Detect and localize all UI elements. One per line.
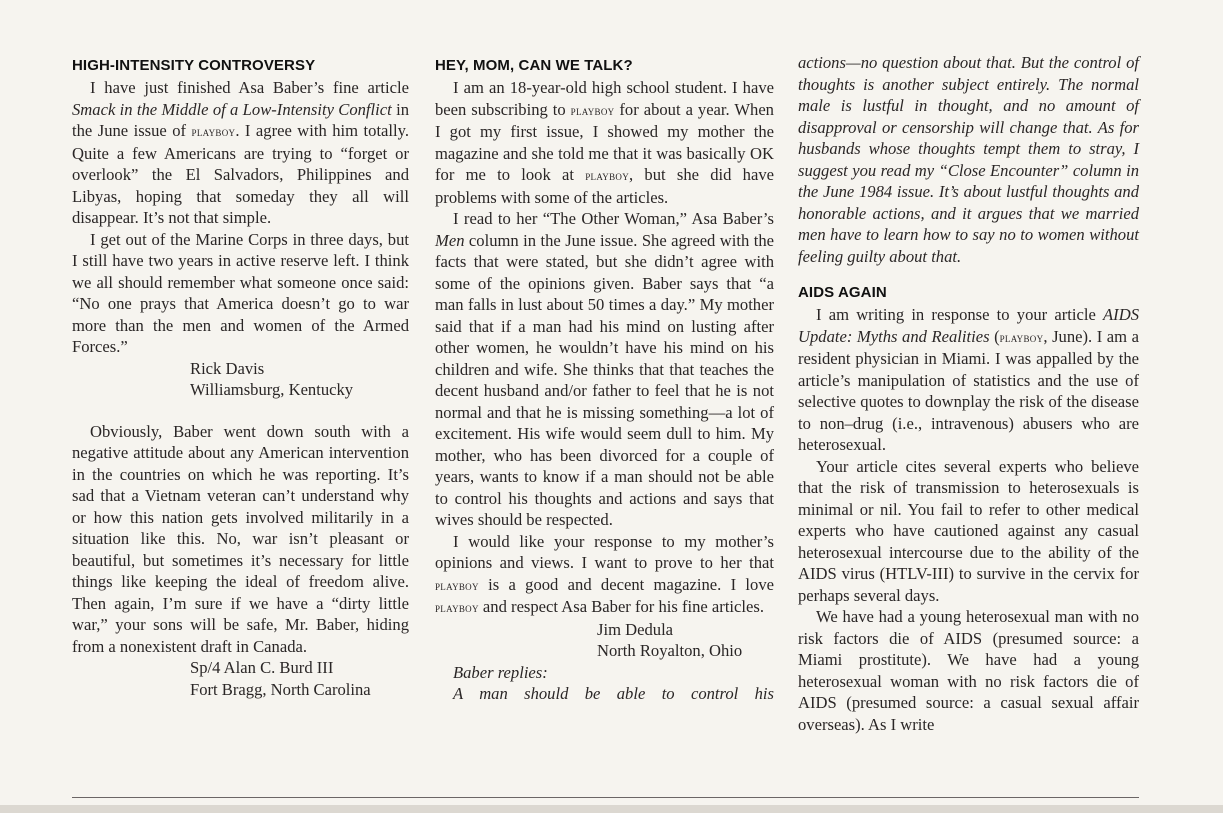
letter-paragraph — [435, 77, 774, 208]
magazine-name: playboy — [999, 329, 1044, 345]
letter-paragraph: We have had a young heterosexual man with no risk factors die of AIDS (presumed source: a Miami prostitute). We have had a young heterosexual woman with no risk factors die of AIDS (presumed source: a casual sexual affair overseas). As I write — [798, 607, 1139, 734]
signature-name: Rick Davis — [190, 358, 265, 378]
letter-paragraph — [798, 304, 1139, 456]
page-edge — [0, 805, 1223, 813]
column-name: Men — [435, 230, 465, 250]
text-run: I read to her “The Other Woman,” Asa Baber’s — [453, 209, 774, 228]
signature-name: Sp/4 Alan C. Burd III — [190, 658, 334, 677]
letter-paragraph: Obviously, Baber went down south with a negative attitude about any American intervention in the countries on which he was reporting. It’s sad that a Vietnam veteran can’t understand why or how this nation gets involved militarily in a situation like this. No, war isn’t pleasant or beautiful, but sometimes it’s necessary for little things like keeping the ideal of freedom alive. Then again, I’m sure if we have a “dirty little war,” your sons will be safe, Mr. Baber, hiding from a nonexistent draft in Canada. — [72, 421, 409, 656]
text-run: ( — [989, 326, 1000, 346]
magazine-name: playboy — [570, 102, 615, 118]
letter-paragraph: I get out of the Marine Corps in three days, but I still have two years in active reserve left. I think we all should remember what someone once said: “No one prays that America doesn’t go to war more than the men and women of the Armed Forces.” — [72, 229, 409, 356]
section-heading-hey-mom: HEY, MOM, CAN WE TALK? — [435, 57, 633, 74]
signature-name: Jim Dedula — [597, 619, 674, 639]
letter-paragraph: Your article cites several experts who believe that the risk of transmission to heterosexuals is minimal or nil. You fail to refer to other medical experts who have cautioned against any casual heterosexual intercourse due to the ability of the AIDS virus (HTLV-III) to survive in the cervix for perhaps several days. — [798, 456, 1139, 605]
text-run: is a good and decent magazine. I love — [478, 574, 774, 594]
letter-paragraph — [435, 531, 774, 619]
letter-paragraph — [435, 208, 774, 531]
signature-place: Fort Bragg, North Carolina — [190, 679, 371, 699]
column-2 — [435, 52, 774, 705]
text-run: . I agree with him totally. Quite a few Americans are trying to “forget or overlook” the El Salvadors, Philippines and Libyas, hoping that someday they all will disappear. It’s not that simple. — [72, 121, 410, 227]
text-run: , but she did have problems with some of the articles. — [435, 165, 774, 207]
text-run: column in the June issue. She agreed with the facts that were stated, but she didn’t agree with some of the opinions given. Baber says that “a man falls in lust about 50 times a day.” My mother said that if a man had his mind on lusting after other women, he wouldn’t have his mind on his children and wife. She thinks that that teaches the decent husband and/or father to feel that he is not normal and that he is missing something—a lot of excitement. His wife would seem dull to him. My mother, who has been divorced for a couple of years, wants to know if a man should not be able to control his thoughts and actions and says that wives should be respected. — [435, 230, 774, 529]
magazine-name: playboy — [435, 577, 479, 593]
signature-place: Williamsburg, Kentucky — [190, 380, 354, 399]
text-run: and respect Asa Baber for his fine articles. — [478, 597, 764, 616]
text-run: I have just finished Asa Baber’s fine article — [90, 78, 409, 97]
article-title: AIDS Update: Myths and Realities — [798, 305, 1139, 346]
text-run: in the June issue of — [72, 99, 409, 140]
reply-paragraph: A man should be able to control his — [453, 684, 774, 703]
magazine-name: playboy — [585, 168, 630, 183]
text-run: actions—no question about that. But the control of thoughts is another subject entirely. The normal male is lustful in thought, and no amount of disapproval or censorship will change that. As for husbands whose thoughts tempt them to stray, I suggest you read my — [798, 53, 1139, 180]
text-run: , June). I am a resident physician in Miami. I was appalled by the article’s manipulation of statistics and the use of selective quotes to downplay the risk of the disease to non–drug (i.e., intravenous) abusers who are heterosexual. — [798, 326, 1139, 454]
text-run: I am writing in response to your article — [816, 305, 1104, 324]
text-run: “Close Encounter” column in the June 1984 issue. It’s about lustful thoughts and honorable actions, and it argues that we married men have to learn how to say no to women without feeling guilty about that. — [798, 160, 1139, 266]
column-3 — [798, 52, 1139, 735]
magazine-name: playboy — [435, 600, 479, 615]
section-heading-high-intensity: HIGH-INTENSITY CONTROVERSY — [72, 57, 316, 74]
magazine-name: playboy — [191, 124, 236, 139]
spacer — [798, 267, 1139, 279]
text-run: I would like your response to my mother’s opinions and views. I want to prove to her that — [435, 531, 774, 572]
reply-paragraph — [798, 52, 1139, 267]
bottom-rule — [72, 797, 1139, 798]
spacer — [72, 401, 409, 421]
signature-place: North Royalton, Ohio — [597, 641, 743, 660]
article-title: Smack in the Middle of a Low-Intensity Conflict — [72, 99, 392, 119]
text-run: for about a year. When I got my first issue, I showed my mother the magazine and she told me that it was basically OK for me to look at — [435, 99, 774, 184]
letter-paragraph — [72, 77, 409, 229]
section-heading-aids-again: AIDS AGAIN — [798, 284, 887, 301]
column-1 — [72, 52, 409, 700]
reply-label: Baber replies: — [453, 662, 548, 682]
reply-continued — [798, 52, 1139, 267]
text-run: I am an 18-year-old high school student. I have been subscribing to — [435, 78, 774, 119]
